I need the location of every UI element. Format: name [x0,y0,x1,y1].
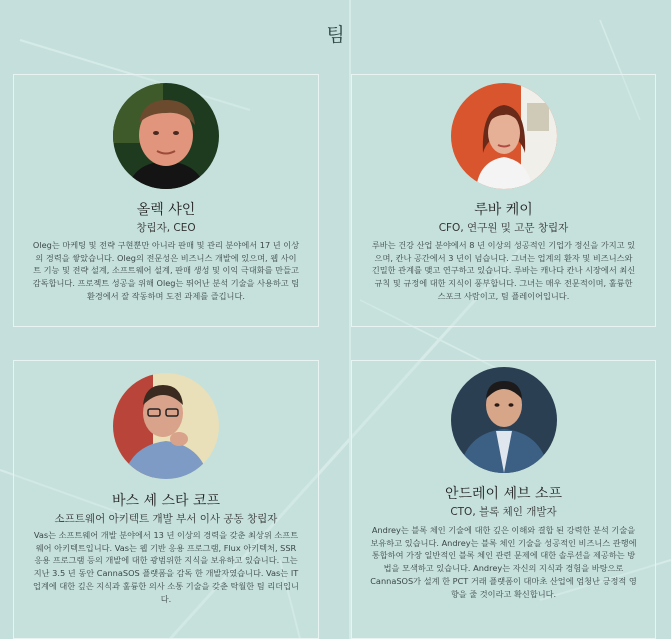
section-title: 팀 [326,24,345,46]
member-bio: Andrey는 블록 체인 기술에 대한 깊은 이해와 결합 된 강력한 분석 기술을 보유하고 있습니다. Andrey는 블록 체인 기술을 성공적인 비즈니스 관행에 통합하여 가장 일반적인 블록 체인 관련 문제에 대한 솔루션을 제공하는 방법을 모색하고 있습니다. Andrey는 자신의 지식과 경험을 바탕으로 CannaSOS가 설계 한 PCT 거래 플랫폼이 대마초 산업에 엄청난 긍정적 영향을 줄 것이라고 확신합니다. [370,525,637,599]
avatar-oleg [113,83,219,189]
team-card-luba [351,74,656,327]
member-bio: Vas는 소프트웨어 개발 분야에서 13 년 이상의 경력을 갖춘 최상위 소프트웨어 아키텍트입니다. Vas는 웹 기반 응용 프로그램, Flux 아키텍처, SSR 응용 프로그램 등의 개발에 대한 광범위한 지식을 보유하고 있습니다. 그는 지난 3.5 년 동안 CannaSOS 플랫폼을 감독 한 개발자였습니다. Vas는 IT 업계에 대한 깊은 지식과 훌륭한 의사 소통 기술을 갖춘 탁월한 팀 리더입니다. [33,530,299,604]
team-card-oleg [13,74,319,327]
member-role: CTO, 블록 체인 개발자 [450,506,557,518]
member-name: 루바 케이 [474,202,533,218]
avatar-andrey [451,367,557,473]
member-name: 안드레이 셰브 소프 [444,486,563,502]
member-role: CFO, 연구원 및 고문 창립자 [438,222,569,234]
member-role: 소프트웨어 아키텍트 개발 부서 이사 공동 창립자 [54,513,278,525]
member-name: 바스 셰 스타 코프 [111,493,221,509]
member-bio: 루바는 건강 산업 분야에서 8 년 이상의 성공적인 기업가 정신을 가지고 있으며, 칸나 공간에서 3 년이 넘습니다. 그녀는 업계의 환자 및 비즈니스와 긴밀한 관계를 맺고 연구하고 있습니다. 루바는 캐나다 칸나 시장에서 최신 규칙 및 규정에 대한 지식이 풍부합니다. 그녀는 매우 전문적이며, 훌륭한 스포크 사람이고, 팀 플레이어입니다. [371,240,636,301]
member-name: 올렉 샤인 [136,202,196,218]
avatar-vas [113,373,219,479]
team-card-vas [13,360,319,639]
team-card-andrey [351,360,656,639]
avatar-luba [451,83,557,189]
member-role: 창립자, CEO [136,222,196,234]
member-bio: Oleg는 마케팅 및 전략 구현뿐만 아니라 판매 및 관리 분야에서 17 년 이상의 경력을 쌓았습니다. Oleg의 전문성은 비즈니스 개발에 있으며, 웹 사이트 기능 및 전략 설계, 소프트웨어 설계, 판매 생성 및 이익 극대화를 만들고 감독합니다. 프로젝트 성공을 위해 Oleg는 뛰어난 분석 기술을 사용하고 팀 환경에서 잘 작동하며 도전 과제를 즐깁니다. [32,240,300,301]
